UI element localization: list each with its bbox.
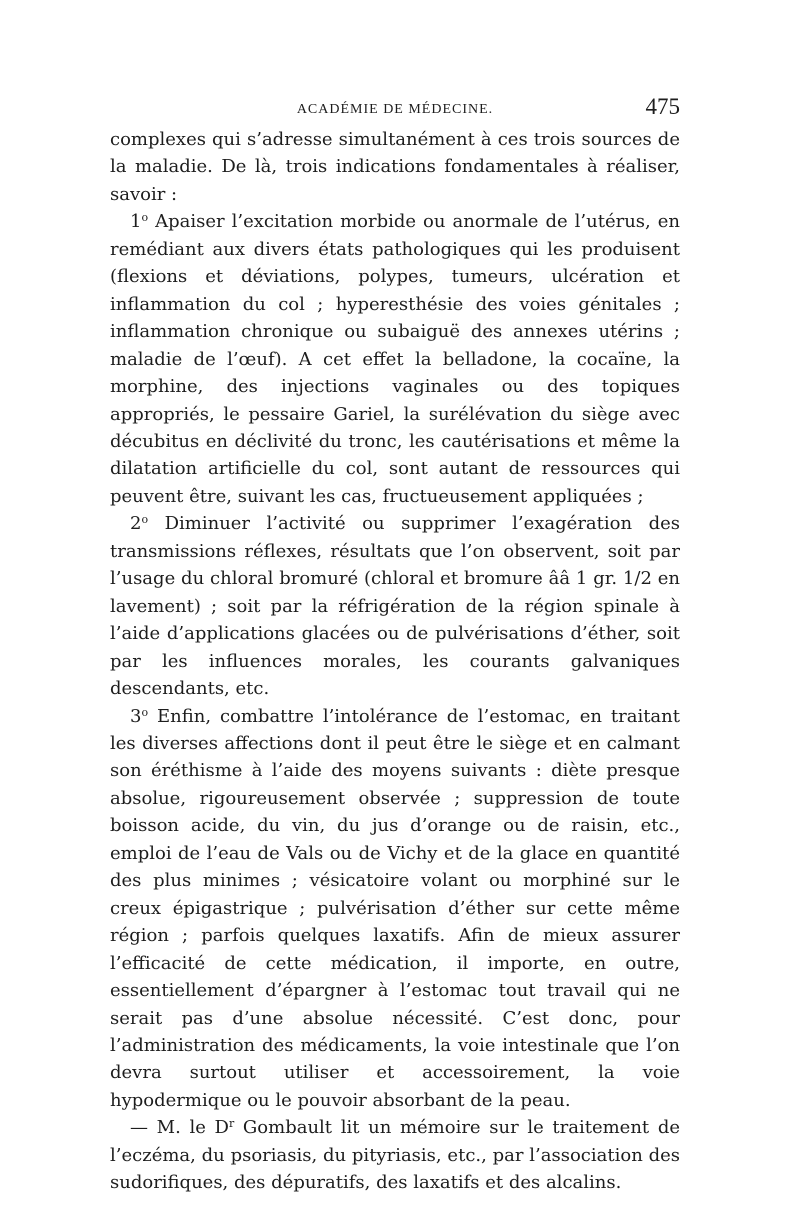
indication-1-number: 1	[130, 211, 142, 233]
indication-3-text: Enfin, combattre l’intolérance de l’estomac, en traitant les diverses affections dont il peut être le siège et en calmant son éréthisme à l’aide des moyens suivants : diète presque absolue, rigoureusement observée ; suppression de toute boisson acide, du vin, du jus d’orange ou de raisin, etc., emploi de l’eau de Vals ou de Vichy et de la glace en quantité des plus minimes ; vésicatoire volant ou morphiné sur le creux épigastrique ; pulvérisation d’éther sur cette même région ; parfois quelques laxatifs. Afin de mieux assurer l’efficacité de cette médication, il importe, en outre, essentiellement d’épargner à l’estomac tout travail qui ne serait pas d’une absolue nécessité. C’est donc, pour l’administration des médicaments, la voie intestinale que l’on devra surtout utiliser et accessoirement, la voie hypodermique ou le pouvoir absorbant de la peau.	[110, 705, 680, 1111]
body-text	[110, 126, 680, 1197]
page-number: 475	[645, 94, 680, 119]
ordinal-superscript: o	[141, 513, 149, 527]
doctor-superscript: r	[228, 1117, 235, 1131]
running-head: ACADÉMIE DE MÉDECINE.	[296, 102, 494, 117]
paragraph-intro	[110, 126, 680, 208]
indication-1-text: Apaiser l’excitation morbide ou anormale de l’utérus, en remédiant aux divers états pathologiques qui les produisent (flexions et déviations, polypes, tumeurs, ulcération et inflammation du col ; hyperesthésie des voies génitales ; inflammation chronique ou subaiguë des annexes utérins ; maladie de l’œuf). A cet effet la belladone, la cocaïne, la morphine, des injections vaginales ou des topiques appropriés, le pessaire Gariel, la surélévation du siège avec décubitus en déclivité du tronc, les cautérisations et même la dilatation artificielle du col, sont autant de ressources qui peuvent être, suivant les cas, fructueusement appliquées ;	[110, 211, 680, 507]
indication-2-text: Diminuer l’activité ou supprimer l’exagération des transmissions réflexes, résultats que l’on observent, soit par l’usage du chloral bromuré (chloral et bromure ââ 1 gr. 1/2 en lavement) ; soit par la réfrigération de la région spinale à l’aide d’applications glacées ou de pulvérisations d’éther, soit par les influences morales, les courants galvaniques descendants, etc.	[110, 513, 680, 700]
paragraph-indication-1	[110, 208, 680, 510]
gombault-text: Gombault lit un mémoire sur le traitement de l’eczéma, du psoriasis, du pityriasis, etc., par l’association des sudorifiques, des dépuratifs, des laxatifs et des alcalins.	[110, 1117, 680, 1194]
paragraph-intro-text: complexes qui s’adresse simultanément à ces trois sources de la maladie. De là, trois indications fondamentales à réaliser, savoir :	[110, 129, 680, 205]
paragraph-indication-3	[110, 703, 680, 1115]
page-header	[110, 94, 680, 124]
indication-3-number: 3	[130, 705, 142, 727]
indication-2-number: 2	[130, 513, 142, 535]
gombault-lead: — M. le D	[130, 1117, 229, 1139]
paragraph-indication-2	[110, 510, 680, 702]
paragraph-gombault	[110, 1114, 680, 1196]
ordinal-superscript: o	[141, 705, 149, 719]
ordinal-superscript: o	[141, 211, 149, 225]
